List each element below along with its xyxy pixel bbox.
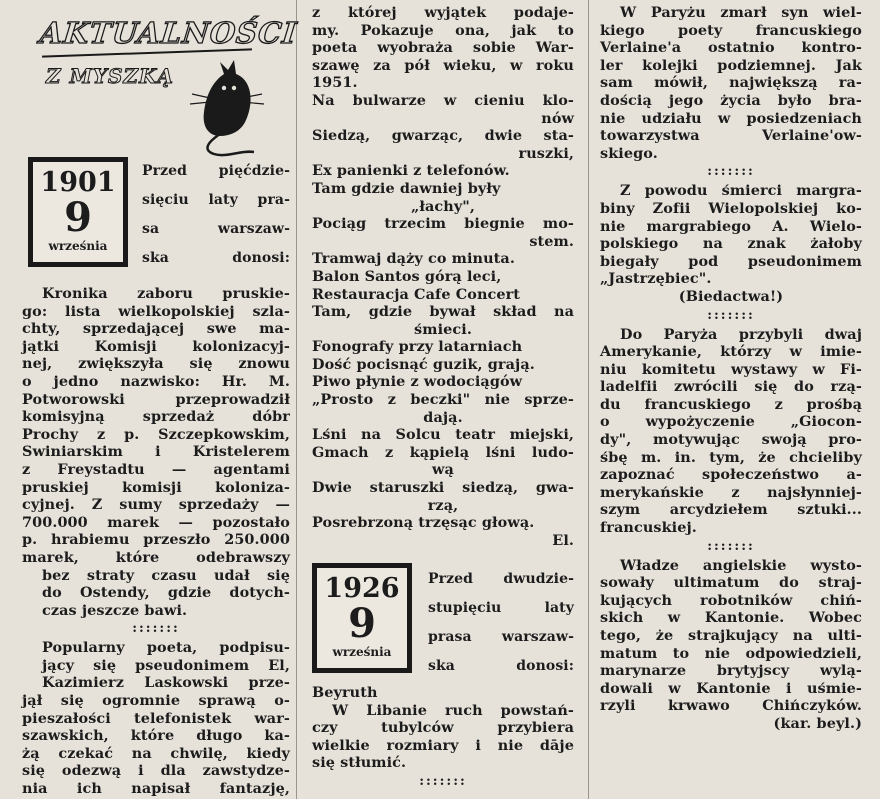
text-line: niu komitetu wystawy w Fi- [600,360,862,378]
intro-line: ska donosi: [428,658,574,674]
text-line: o wypożyczenie „Giocon- [600,413,862,431]
date-box-1926 [312,563,412,673]
poem-line: „Prosto z beczki" nie sprze- [312,391,574,409]
separator: ::::::: [707,164,755,180]
text-line: tego, że strajkujący na ulti- [600,627,862,644]
text-line: nie udziału w posiedzeniach [600,109,862,127]
poem-line: Piwo płynie z wodociągów [312,373,523,391]
text-line: śbę m. in. tym, że chcieliby [600,448,862,466]
text-line: polskiego na znak żałoby [600,235,862,253]
text-line: cyjnej. Z sumy sprzedaży — [22,496,290,514]
text-line: sowały ultimatum do straj- [600,574,862,592]
text-line: jątki Komisji kolonizacyj- [22,337,290,355]
text-line: W Paryżu zmarł syn wiel- [620,4,862,21]
mouse-icon [180,54,272,158]
poem-line: nów [541,109,574,127]
poem-line: Dwie staruszki siedzą, gwa- [312,479,574,497]
masthead-subtitle: Z MYSZKĄ [46,64,174,88]
poem-line: ruszki, [518,144,574,162]
text-line: się odezwą i dla zawstydze- [22,762,290,780]
text-line: marek, które odebrawszy [22,548,290,566]
date-day: 9 [64,194,92,241]
text-line: żą czekać na chwilę, kiedy [22,744,290,762]
masthead [30,6,299,156]
separator: ::::::: [707,538,755,554]
text-line: sam mówił, największą ra- [600,74,862,92]
separator: ::::::: [419,773,467,789]
date-month: września [48,239,108,253]
poem-line: Tam gdzie dawniej były [312,179,501,197]
text-line: szym arcydziełem sztuki... [600,501,862,519]
article-verlaine [600,4,862,733]
poem-line: Tam, gdzie bywał skład na [312,303,574,321]
text-line: francuskiej. [600,519,697,537]
text-line: towarzystwa Verlaine'ow- [600,127,862,145]
intro-line: prasa warszaw- [428,629,574,645]
date-year: 1901 [40,167,116,198]
editorial-note: (Biedactwa!) [678,287,784,305]
text-line: „Jastrzębiec". [600,270,712,288]
poem-line: wą [432,461,454,479]
poem-line: śmieci. [414,320,472,338]
text-line: z której wyjątek podaje- [312,4,574,21]
column-rule [588,0,589,799]
poem-line: „łachy", [410,197,476,215]
intro-line: Przed dwudzie- [428,571,574,587]
text-line: jął się ogromnie sprawą o- [22,692,290,710]
text-line: pruskiej komisji koloniza- [22,478,290,496]
text-line: o jedno nazwisko: Hr. M. [22,372,290,390]
intro-line: Przed pięćdzie- [142,163,290,179]
date-month: września [332,645,392,659]
text-line: chty, sprzedającej swe ma- [22,320,290,338]
text-line: szawskich, które długo ka- [22,727,290,745]
text-line: 1951. [312,74,358,92]
text-line: Kazimierz Laskowski prze- [42,674,290,692]
text-line: skiego. [600,144,658,162]
poem-line: Restauracja Cafe Concert [312,285,521,303]
poem-line: Fonografy przy latarniach [312,338,523,356]
date-box-1901 [28,157,128,267]
signature: El. [552,531,574,549]
text-line: z Freystadtu — agentami [22,460,290,478]
text-line: W Libanie ruch powstań- [332,701,574,719]
masthead-title: AKTUALNOŚCI [38,16,299,50]
text-line: zapoznać społeczeństwo a- [600,466,862,484]
text-line: czas jeszcze bawi. [42,601,188,619]
text-line: Popularny poeta, podpisu- [42,639,290,657]
text-line: komisyjną sprzedaż dóbr [22,408,290,426]
poem-line: rzą, [427,496,459,514]
text-line: pieszałości telefonistek war- [22,709,290,727]
text-line: Swiniarskim i Kristelerem [22,443,290,461]
text-line: ler kolejki podziemnej. Jak [600,56,862,74]
text-line: my. Pokazuje ona, jak to [312,21,574,39]
column-rule [296,0,297,799]
text-line: du francuskiego z prośbą [600,395,862,413]
text-line: rzyli krwawo Chińczyków. [600,697,862,715]
text-line: nie margrabiego A. Wielo- [600,217,862,235]
poem-line: Lśni na Solcu teatr miejski, [312,426,574,444]
poem-line: Posrebrzoną trzęsąc głową. [312,514,535,532]
text-line: Prochy z p. Szczepkowskim, [22,425,290,443]
intro-line: sa warszaw- [142,221,290,237]
poem-line: Balon Santos górą leci, [312,267,502,285]
date-year: 1926 [324,573,400,604]
text-line: matum to nie odpowiedzieli, [600,644,862,662]
text-line: jący się pseudonimem El, [42,656,290,674]
text-line: 700.000 marek — pozostało [22,513,290,531]
intro-line: ska donosi: [142,250,290,266]
poem-line: Na bulwarze w cieniu klo- [312,91,574,109]
text-line: ladelfii zwrócili się do rzą- [600,378,862,396]
text-line: poeta wyobraża sobie War- [312,39,574,57]
article-heading: Beyruth [312,684,378,701]
text-line: Kronika zaboru pruskie- [42,285,290,302]
poem-line: Tramwaj dąży co minuta. [312,250,515,268]
text-line: biny Zofii Wielopolskiej ko- [600,199,862,217]
text-line: kujących robotników chiń- [600,591,862,609]
poem-line: stem. [529,232,574,250]
article-beyruth [312,684,574,792]
intro-1901 [142,157,290,273]
text-line: czy tubylców przybiera [312,719,574,737]
article-poem [312,4,574,549]
article-kronika [22,285,290,798]
text-line: się stłumić. [312,754,407,772]
text-line: dy", motywując swoją pro- [600,431,862,449]
text-line: Z powodu śmierci margra- [620,182,862,200]
intro-1926 [428,565,574,681]
poem-line: dają. [423,408,463,426]
poem-line: Pociąg trzecim biegnie mo- [312,215,574,233]
text-line: Amerykanie, którzy w imie- [600,343,862,361]
text-line: nej, zwiększyła się znowu [22,355,290,373]
text-line: szawę za pół wieku, w roku [312,56,574,74]
text-line: dością jego życia było bra- [600,91,862,109]
text-line: kiego poety francuskiego [600,21,862,39]
text-line: skich w Kantonie. Wobec [600,609,862,627]
text-line: p. hrabiemu przeszło 250.000 [22,531,290,549]
text-line: nia ich napisał fantazję, [22,780,290,798]
text-line: go: lista wielkopolskiej szla- [22,302,290,320]
text-line: marynarze brytyjscy wylą- [600,662,862,680]
text-line: bez straty czasu udał się [42,566,290,584]
intro-line: sięciu laty pra- [142,192,290,208]
text-line: merykańskie z najsłynniej- [600,483,862,501]
text-line: biegały pod pseudonimem [600,252,862,270]
text-line: Verlaine'a ostatnio kontro- [600,39,862,57]
intro-line: stupięciu laty [428,600,574,616]
signature: (kar. beyl.) [773,714,862,732]
text-line: do Ostendy, gdzie dotych- [42,584,290,602]
poem-line: Dość pocisnąć guzik, grają. [312,355,535,373]
text-line: Władze angielskie wysto- [620,556,862,574]
poem-line: Ex panienki z telefonów. [312,162,510,180]
text-line: wielkie rozmiary i nie dāje [312,736,574,754]
date-day: 9 [348,600,376,647]
poem-line: Siedzą, gwarząc, dwie sta- [312,127,574,145]
separator: ::::::: [132,621,180,637]
text-line: dowali w Kantonie i uśmie- [600,679,862,697]
text-line: Do Paryża przybyli dwaj [620,325,862,343]
poem-line: Gmach z kąpielą lśni ludo- [312,443,574,461]
text-line: Potworowski przeprowadził [22,390,290,408]
separator: ::::::: [707,307,755,323]
